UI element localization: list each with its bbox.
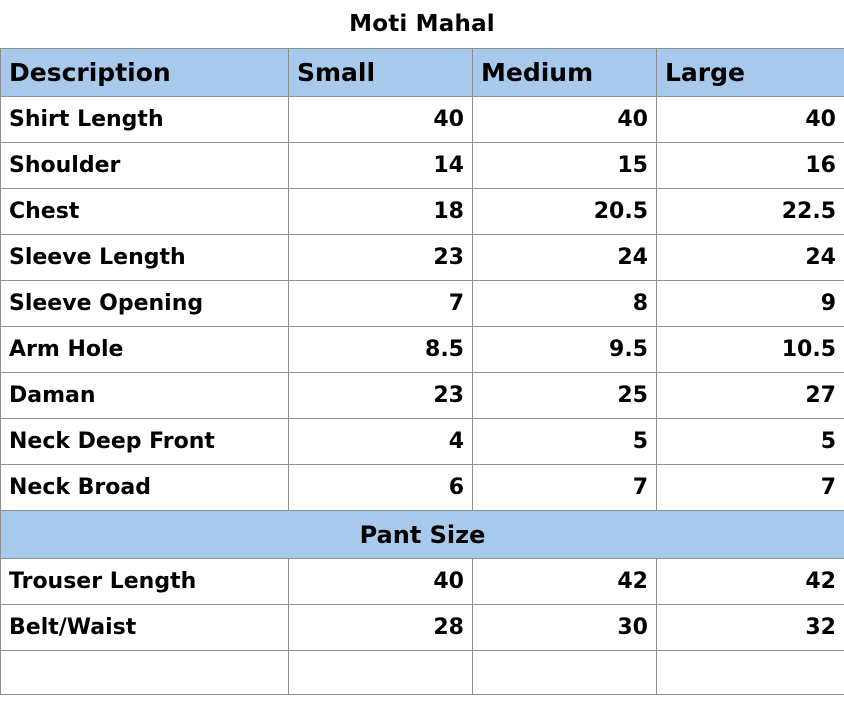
table-row [1, 605, 844, 651]
cell-medium: 24 [473, 235, 657, 281]
table-row-blank [1, 651, 844, 695]
column-header-large: Large [657, 49, 844, 97]
cell-medium: 15 [473, 143, 657, 189]
cell-small: 23 [289, 373, 473, 419]
cell-medium: 7 [473, 465, 657, 511]
row-label: Daman [1, 373, 289, 419]
table-row [1, 143, 844, 189]
column-header-medium: Medium [473, 49, 657, 97]
row-label: Sleeve Length [1, 235, 289, 281]
table-row [1, 559, 844, 605]
cell-large: 32 [657, 605, 844, 651]
cell-medium: 30 [473, 605, 657, 651]
table-row [1, 235, 844, 281]
cell-large: 42 [657, 559, 844, 605]
row-label: Arm Hole [1, 327, 289, 373]
row-label: Trouser Length [1, 559, 289, 605]
size-chart-table [0, 48, 844, 695]
cell-small: 23 [289, 235, 473, 281]
cell-small: 28 [289, 605, 473, 651]
document-title-row [0, 0, 844, 48]
cell-small: 6 [289, 465, 473, 511]
table-row [1, 465, 844, 511]
cell-medium: 40 [473, 97, 657, 143]
cell-medium [473, 651, 657, 695]
table-header-row [1, 49, 844, 97]
cell-medium: 9.5 [473, 327, 657, 373]
cell-large [657, 651, 844, 695]
cell-small [289, 651, 473, 695]
cell-medium: 42 [473, 559, 657, 605]
section-header-row [1, 511, 844, 559]
row-label: Shirt Length [1, 97, 289, 143]
table-row [1, 419, 844, 465]
table-row [1, 373, 844, 419]
row-label: Sleeve Opening [1, 281, 289, 327]
cell-large: 27 [657, 373, 844, 419]
column-header-description: Description [1, 49, 289, 97]
row-label: Neck Broad [1, 465, 289, 511]
row-label: Neck Deep Front [1, 419, 289, 465]
cell-large: 22.5 [657, 189, 844, 235]
row-label: Shoulder [1, 143, 289, 189]
cell-small: 18 [289, 189, 473, 235]
column-header-small: Small [289, 49, 473, 97]
cell-small: 14 [289, 143, 473, 189]
cell-medium: 5 [473, 419, 657, 465]
cell-medium: 20.5 [473, 189, 657, 235]
section-label-pant-size: Pant Size [1, 511, 844, 559]
cell-small: 7 [289, 281, 473, 327]
cell-large: 40 [657, 97, 844, 143]
cell-small: 4 [289, 419, 473, 465]
row-label: Chest [1, 189, 289, 235]
page-title: Moti Mahal [349, 11, 495, 37]
cell-large: 24 [657, 235, 844, 281]
cell-small: 40 [289, 559, 473, 605]
cell-large: 10.5 [657, 327, 844, 373]
table-row [1, 281, 844, 327]
cell-small: 40 [289, 97, 473, 143]
row-label: Belt/Waist [1, 605, 289, 651]
table-row [1, 97, 844, 143]
cell-large: 16 [657, 143, 844, 189]
cell-large: 9 [657, 281, 844, 327]
row-label [1, 651, 289, 695]
table-row [1, 327, 844, 373]
table-row [1, 189, 844, 235]
cell-medium: 8 [473, 281, 657, 327]
cell-medium: 25 [473, 373, 657, 419]
cell-large: 5 [657, 419, 844, 465]
cell-large: 7 [657, 465, 844, 511]
cell-small: 8.5 [289, 327, 473, 373]
